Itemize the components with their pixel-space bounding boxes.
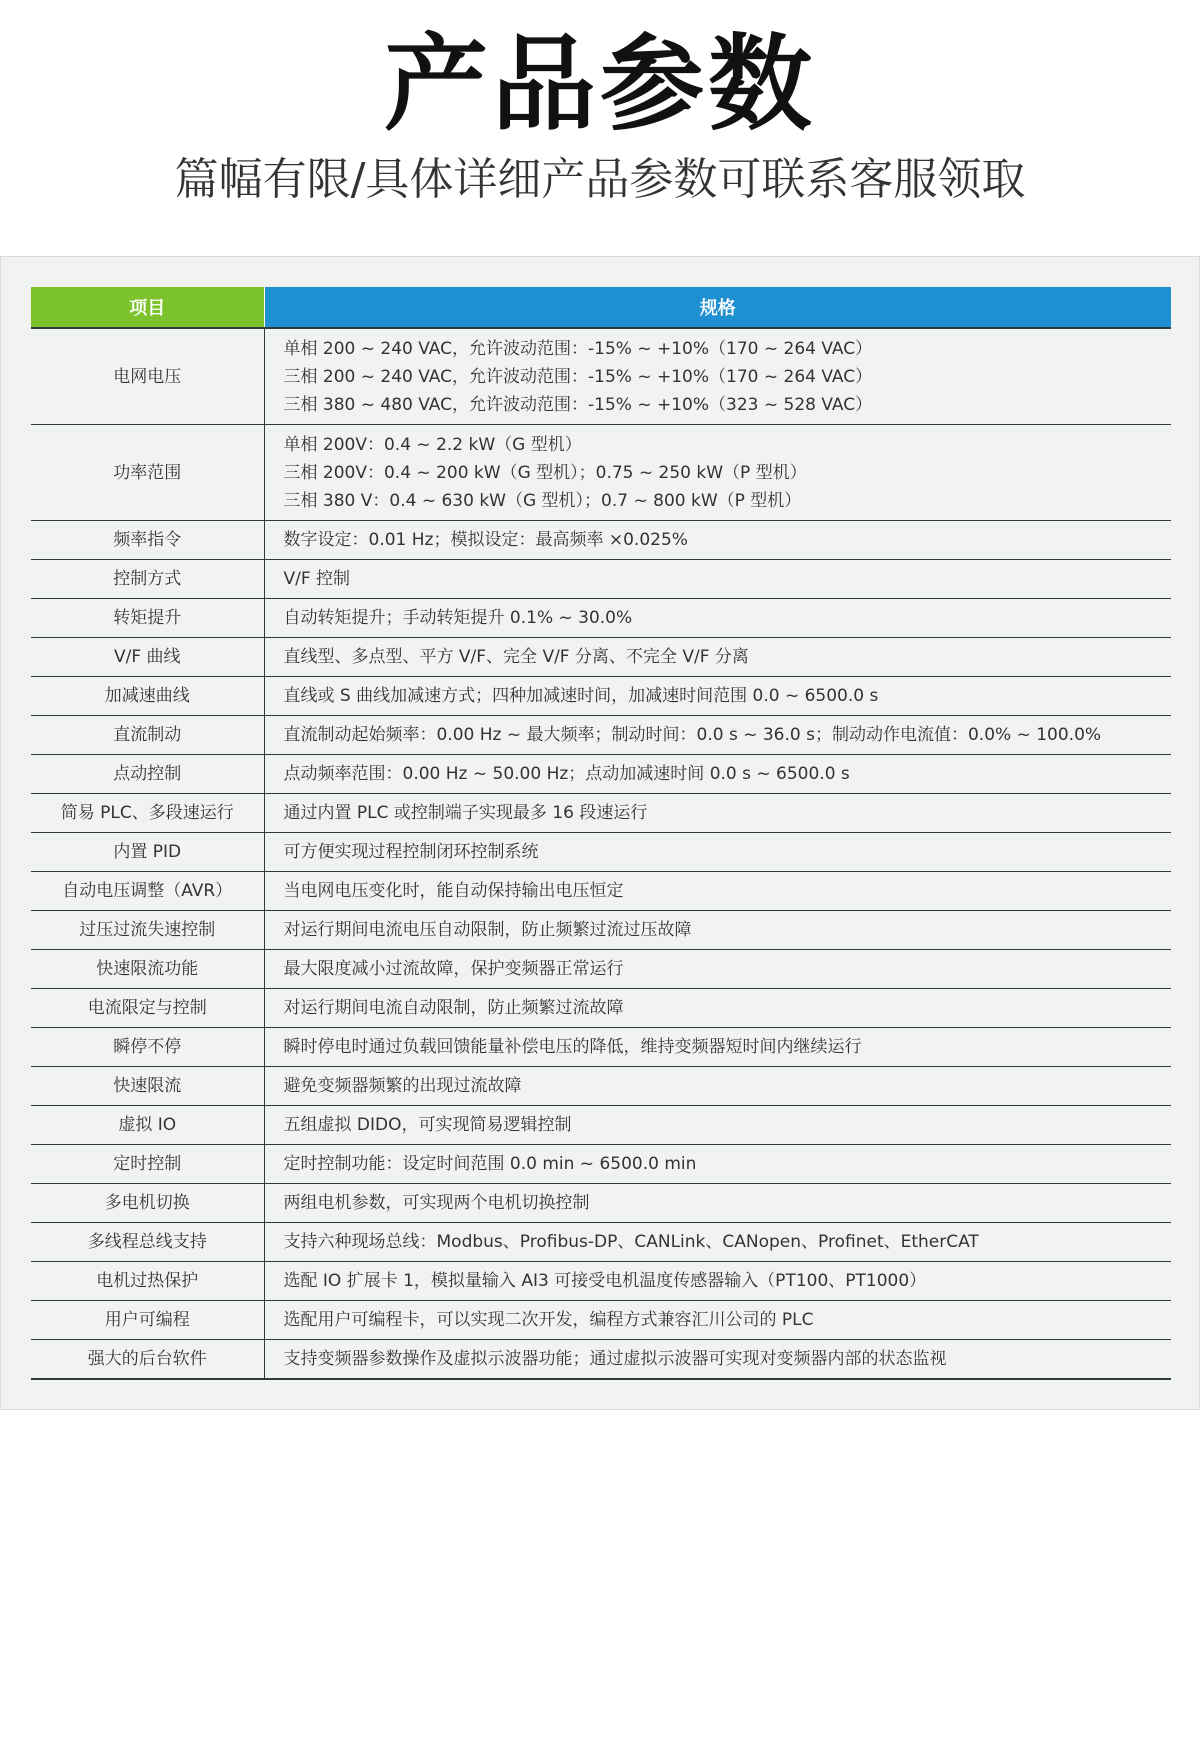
spec-cell: 五组虚拟 DIDO，可实现简易逻辑控制 [264, 1106, 1171, 1145]
table-row [31, 1028, 1171, 1067]
spec-line: 单相 200 ~ 240 VAC，允许波动范围：-15% ~ +10%（170 ~ 264 VAC） [283, 338, 873, 359]
item-cell: 快速限流 [31, 1067, 264, 1106]
table-row [31, 638, 1171, 677]
spec-cell: 支持六种现场总线：Modbus、Profibus-DP、CANLink、CANopen、Profinet、EtherCAT [264, 1223, 1171, 1262]
spec-cell [264, 328, 1171, 425]
item-cell: 用户可编程 [31, 1301, 264, 1340]
item-cell: 虚拟 IO [31, 1106, 264, 1145]
table-row [31, 1145, 1171, 1184]
table-row [31, 599, 1171, 638]
spec-cell: 两组电机参数，可实现两个电机切换控制 [264, 1184, 1171, 1223]
table-row [31, 1340, 1171, 1380]
page-title: 产品参数 [383, 23, 816, 145]
spec-cell: 自动转矩提升；手动转矩提升 0.1% ~ 30.0% [264, 599, 1171, 638]
spec-line: 三相 380 V：0.4 ~ 630 kW（G 型机）；0.7 ~ 800 kW（P 型机） [283, 490, 802, 511]
spec-line: 三相 380 ~ 480 VAC，允许波动范围：-15% ~ +10%（323 ~ 528 VAC） [283, 394, 873, 415]
item-cell: 功率范围 [31, 425, 264, 521]
spec-cell: 直流制动起始频率：0.00 Hz ~ 最大频率；制动时间：0.0 s ~ 36.0 s；制动动作电流值：0.0% ~ 100.0% [264, 716, 1171, 755]
item-cell: 瞬停不停 [31, 1028, 264, 1067]
spec-cell: 数字设定：0.01 Hz；模拟设定：最高频率 ×0.025% [264, 521, 1171, 560]
table-row [31, 833, 1171, 872]
spec-cell: 直线型、多点型、平方 V/F、完全 V/F 分离、不完全 V/F 分离 [264, 638, 1171, 677]
spec-table-panel [0, 256, 1200, 1410]
table-row [31, 989, 1171, 1028]
item-cell: 转矩提升 [31, 599, 264, 638]
item-cell: 简易 PLC、多段速运行 [31, 794, 264, 833]
spec-line: 三相 200 ~ 240 VAC，允许波动范围：-15% ~ +10%（170 ~ 264 VAC） [283, 366, 873, 387]
item-cell: 定时控制 [31, 1145, 264, 1184]
table-row [31, 521, 1171, 560]
spec-cell: 通过内置 PLC 或控制端子实现最多 16 段速运行 [264, 794, 1171, 833]
column-header-spec: 规格 [264, 287, 1171, 328]
table-row [31, 425, 1171, 521]
table-row [31, 872, 1171, 911]
item-cell: V/F 曲线 [31, 638, 264, 677]
item-cell: 快速限流功能 [31, 950, 264, 989]
spec-cell: 当电网电压变化时，能自动保持输出电压恒定 [264, 872, 1171, 911]
table-row [31, 1106, 1171, 1145]
item-cell: 直流制动 [31, 716, 264, 755]
spec-cell: 点动频率范围：0.00 Hz ~ 50.00 Hz；点动加减速时间 0.0 s ~ 6500.0 s [264, 755, 1171, 794]
spec-cell: 瞬时停电时通过负载回馈能量补偿电压的降低，维持变频器短时间内继续运行 [264, 1028, 1171, 1067]
spec-cell: 定时控制功能：设定时间范围 0.0 min ~ 6500.0 min [264, 1145, 1171, 1184]
table-row [31, 755, 1171, 794]
page-subtitle: 篇幅有限/具体详细产品参数可联系客服领取 [174, 154, 1026, 205]
table-row [31, 1262, 1171, 1301]
item-cell: 电网电压 [31, 328, 264, 425]
table-header-row [31, 287, 1171, 328]
table-row [31, 1301, 1171, 1340]
item-cell: 多线程总线支持 [31, 1223, 264, 1262]
column-header-item: 项目 [31, 287, 264, 328]
spec-line: 三相 200V：0.4 ~ 200 kW（G 型机）；0.75 ~ 250 kW（P 型机） [283, 462, 807, 483]
item-cell: 强大的后台软件 [31, 1340, 264, 1380]
spec-cell: 对运行期间电流自动限制，防止频繁过流故障 [264, 989, 1171, 1028]
item-cell: 多电机切换 [31, 1184, 264, 1223]
table-row [31, 794, 1171, 833]
table-row [31, 560, 1171, 599]
item-cell: 点动控制 [31, 755, 264, 794]
spec-cell: V/F 控制 [264, 560, 1171, 599]
item-cell: 电机过热保护 [31, 1262, 264, 1301]
spec-cell: 对运行期间电流电压自动限制，防止频繁过流过压故障 [264, 911, 1171, 950]
spec-cell: 选配用户可编程卡，可以实现二次开发，编程方式兼容汇川公司的 PLC [264, 1301, 1171, 1340]
item-cell: 内置 PID [31, 833, 264, 872]
spec-cell: 支持变频器参数操作及虚拟示波器功能；通过虚拟示波器可实现对变频器内部的状态监视 [264, 1340, 1171, 1380]
spec-cell: 最大限度减小过流故障，保护变频器正常运行 [264, 950, 1171, 989]
table-row [31, 950, 1171, 989]
item-cell: 过压过流失速控制 [31, 911, 264, 950]
table-row [31, 328, 1171, 425]
table-row [31, 911, 1171, 950]
spec-line: 单相 200V：0.4 ~ 2.2 kW（G 型机） [283, 434, 582, 455]
item-cell: 频率指令 [31, 521, 264, 560]
spec-cell: 选配 IO 扩展卡 1，模拟量输入 AI3 可接受电机温度传感器输入（PT100、PT1000） [264, 1262, 1171, 1301]
item-cell: 控制方式 [31, 560, 264, 599]
table-row [31, 1184, 1171, 1223]
spec-cell: 避免变频器频繁的出现过流故障 [264, 1067, 1171, 1106]
spec-cell: 可方便实现过程控制闭环控制系统 [264, 833, 1171, 872]
item-cell: 电流限定与控制 [31, 989, 264, 1028]
table-row [31, 1223, 1171, 1262]
table-row [31, 677, 1171, 716]
item-cell: 加减速曲线 [31, 677, 264, 716]
spec-table [31, 287, 1171, 1380]
spec-cell [264, 425, 1171, 521]
item-cell: 自动电压调整（AVR） [31, 872, 264, 911]
table-row [31, 716, 1171, 755]
table-row [31, 1067, 1171, 1106]
spec-cell: 直线或 S 曲线加减速方式；四种加减速时间，加减速时间范围 0.0 ~ 6500.0 s [264, 677, 1171, 716]
